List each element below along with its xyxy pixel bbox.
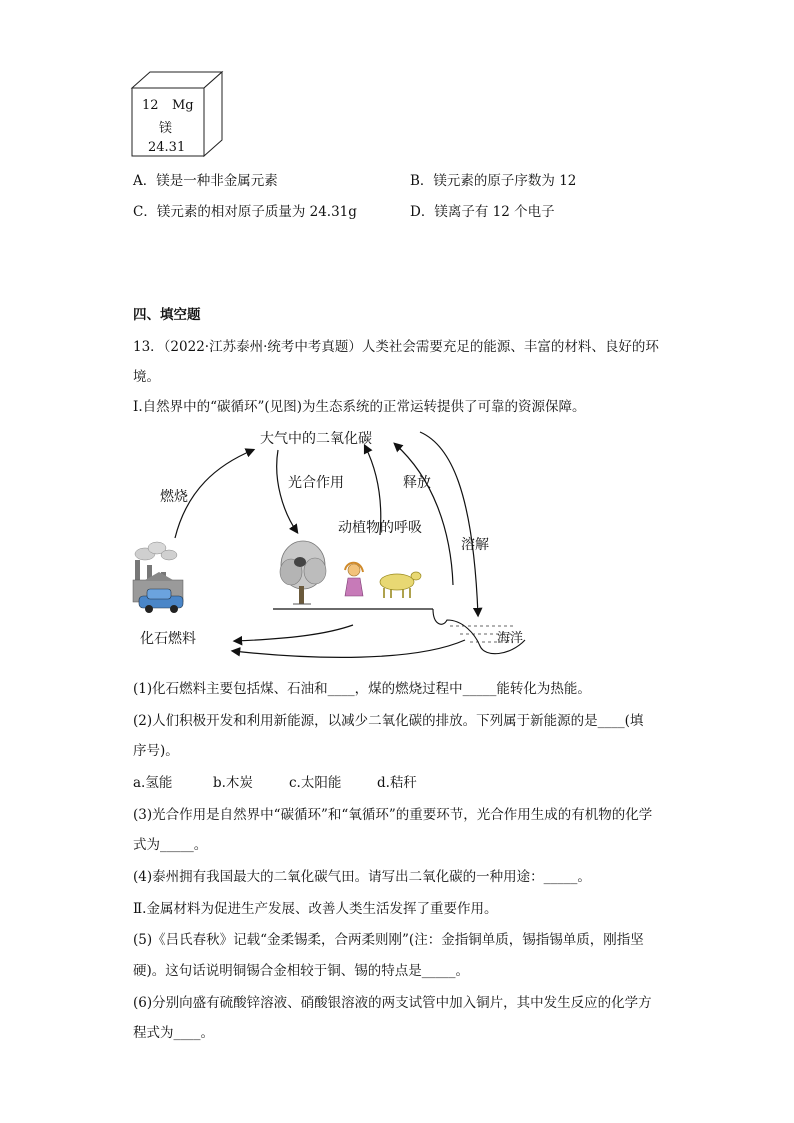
q13-sub2-option-d: d.秸秆 <box>377 775 417 791</box>
q13-sub3-line2: 式为_____。 <box>133 837 208 853</box>
element-name: 镁 <box>159 121 173 136</box>
label-combustion: 燃烧 <box>160 489 188 505</box>
label-atmosphere-co2: 大气中的二氧化碳 <box>260 431 372 447</box>
q13-sub2-option-c: c.太阳能 <box>289 775 342 791</box>
q13-intro-line1: 13．（2022·江苏泰州·统考中考真题）人类社会需要充足的能源、丰富的材料、良好的环 <box>133 339 659 355</box>
section-title: 四、填空题 <box>133 307 201 323</box>
q13-sub2-option-a: a.氢能 <box>133 775 173 791</box>
q13-part1: Ⅰ.自然界中的“碳循环”(见图)为生态系统的正常运转提供了可靠的资源保障。 <box>133 399 586 415</box>
q13-sub1: (1)化石燃料主要包括煤、石油和____，煤的燃烧过程中_____能转化为热能。 <box>133 681 591 697</box>
q13-sub2-line2: 序号)。 <box>133 743 179 759</box>
carbon-cycle-diagram <box>125 420 545 665</box>
element-symbol: Mg <box>172 98 194 113</box>
option-a: A．镁是一种非金属元素 <box>133 173 278 189</box>
atomic-number: 12 <box>142 98 159 113</box>
tree-icon <box>280 541 326 604</box>
label-respiration: 动植物的呼吸 <box>338 520 422 536</box>
option-b: B．镁元素的原子序数为 12 <box>410 173 577 189</box>
q13-sub6-line2: 程式为____。 <box>133 1025 214 1041</box>
option-c: C．镁元素的相对原子质量为 24.31g <box>133 204 357 220</box>
q13-sub3-line1: (3)光合作用是自然界中“碳循环”和“氧循环”的重要环节，光合作用生成的有机物的化学 <box>133 807 653 823</box>
atomic-mass: 24.31 <box>148 140 186 155</box>
q13-part2: Ⅱ.金属材料为促进生产发展、改善人类生活发挥了重要作用。 <box>133 901 498 917</box>
q13-sub5-line2: 硬)。这句话说明铜锡合金相较于铜、锡的特点是_____。 <box>133 963 470 979</box>
magnesium-element-card <box>128 70 228 160</box>
cow-icon <box>380 572 421 598</box>
label-release: 释放 <box>403 475 431 491</box>
q13-sub6-line1: (6)分别向盛有硫酸锌溶液、硝酸银溶液的两支试管中加入铜片，其中发生反应的化学方 <box>133 995 652 1011</box>
q13-sub5-line1: (5)《吕氏春秋》记载“金柔锡柔，合两柔则刚”(注：金指铜单质，锡指锡单质，刚指坚 <box>133 932 644 948</box>
label-ocean: 海洋 <box>497 631 524 646</box>
label-fossil-fuel: 化石燃料 <box>140 631 196 647</box>
q13-sub2-option-b: b.木炭 <box>213 775 253 791</box>
option-d: D．镁离子有 12 个电子 <box>410 204 555 220</box>
q13-sub2-line1: (2)人们积极开发和利用新能源，以减少二氧化碳的排放。下列属于新能源的是____(填 <box>133 713 644 729</box>
q13-sub4: (4)泰州拥有我国最大的二氧化碳气田。请写出二氧化碳的一种用途：_____。 <box>133 869 591 885</box>
label-dissolve: 溶解 <box>461 537 489 553</box>
label-photosynthesis: 光合作用 <box>288 475 344 491</box>
person-icon <box>345 563 363 596</box>
q13-intro-line2: 境。 <box>133 369 160 385</box>
